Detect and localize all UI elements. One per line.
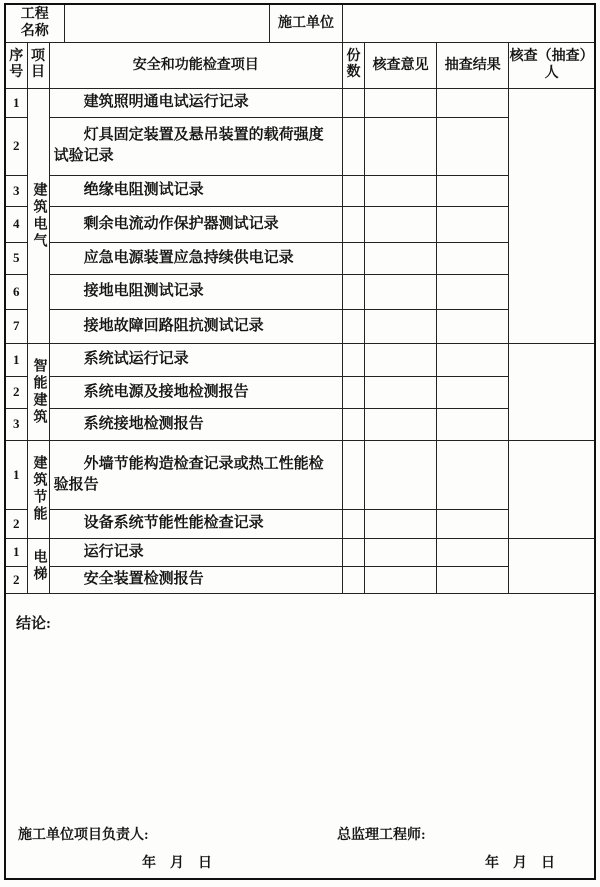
item-name: 系统电源及接地检测报告 <box>49 376 342 408</box>
result-cell <box>437 117 509 175</box>
table-row <box>5 440 595 509</box>
row-number: 1 <box>5 440 27 509</box>
table-row <box>5 408 595 440</box>
checker-cell <box>509 88 595 343</box>
opinion-cell <box>365 117 437 175</box>
opinion-cell <box>365 206 437 242</box>
row-number: 2 <box>5 117 27 175</box>
row-number: 5 <box>5 242 27 274</box>
row-number: 7 <box>5 309 27 343</box>
item-name: 接地电阻测试记录 <box>49 274 342 309</box>
contractor-signature-label: 施工单位项目负责人: <box>18 827 149 843</box>
copies-cell <box>343 566 365 593</box>
item-name: 外墙节能构造检查记录或热工性能检验报告 <box>49 440 342 509</box>
item-name: 安全装置检测报告 <box>49 566 342 593</box>
result-cell <box>437 88 509 117</box>
opinion-cell <box>365 408 437 440</box>
copies-cell <box>343 309 365 343</box>
opinion-cell <box>365 274 437 309</box>
copies-cell <box>343 88 365 117</box>
opinion-cell <box>365 440 437 509</box>
table-row <box>5 88 595 117</box>
contractor-date-label: 年 月 日 <box>142 855 212 871</box>
col-header-review-opinion: 核查意见 <box>365 42 437 88</box>
result-cell <box>437 274 509 309</box>
table-row <box>5 376 595 408</box>
construction-unit-label: 施工单位 <box>269 4 342 42</box>
row-number: 6 <box>5 274 27 309</box>
project-name-value-cell <box>64 4 269 42</box>
row-number: 3 <box>5 408 27 440</box>
table-row <box>5 242 595 274</box>
row-number: 1 <box>5 343 27 376</box>
copies-cell <box>343 408 365 440</box>
copies-cell <box>343 274 365 309</box>
copies-cell <box>343 509 365 538</box>
row-number: 2 <box>5 509 27 538</box>
table-row <box>5 566 595 593</box>
table-row <box>5 343 595 376</box>
opinion-cell <box>365 566 437 593</box>
item-name: 接地故障回路阻抗测试记录 <box>49 309 342 343</box>
item-name: 绝缘电阻测试记录 <box>49 175 342 206</box>
opinion-cell <box>365 376 437 408</box>
col-header-category: 项目 <box>27 42 49 88</box>
table-row <box>5 206 595 242</box>
item-name: 应急电源装置应急持续供电记录 <box>49 242 342 274</box>
column-header-row <box>5 42 595 88</box>
item-name: 系统接地检测报告 <box>49 408 342 440</box>
copies-cell <box>343 206 365 242</box>
copies-cell <box>343 440 365 509</box>
result-cell <box>437 206 509 242</box>
category-cell-elevator: 电梯 <box>27 538 49 593</box>
opinion-cell <box>365 509 437 538</box>
table-row <box>5 274 595 309</box>
category-cell-intelligent-building: 智能建筑 <box>27 343 49 440</box>
copies-cell <box>343 117 365 175</box>
col-header-spot-check-result: 抽查结果 <box>437 42 509 88</box>
col-header-seq: 序号 <box>5 42 27 88</box>
item-name: 灯具固定装置及悬吊装置的载荷强度试验记录 <box>49 117 342 175</box>
conclusion-signature-cell <box>5 593 595 879</box>
checker-cell <box>509 440 595 538</box>
row-number: 3 <box>5 175 27 206</box>
supervisor-date-label: 年 月 日 <box>485 855 555 871</box>
col-header-copies: 份数 <box>343 42 365 88</box>
opinion-cell <box>365 242 437 274</box>
result-cell <box>437 242 509 274</box>
opinion-cell <box>365 538 437 566</box>
row-number: 2 <box>5 566 27 593</box>
form-header-row <box>5 4 595 42</box>
table-row <box>5 538 595 566</box>
copies-cell <box>343 376 365 408</box>
conclusion-signature-area <box>6 594 594 878</box>
col-header-checker: 核查（抽查）人 <box>509 42 595 88</box>
result-cell <box>437 538 509 566</box>
opinion-cell <box>365 175 437 206</box>
table-row <box>5 509 595 538</box>
row-number: 1 <box>5 538 27 566</box>
row-number: 4 <box>5 206 27 242</box>
item-name: 设备系统节能性能检查记录 <box>49 509 342 538</box>
category-cell-building-electrical: 建筑电气 <box>27 88 49 343</box>
row-number: 1 <box>5 88 27 117</box>
result-cell <box>437 376 509 408</box>
copies-cell <box>343 343 365 376</box>
result-cell <box>437 343 509 376</box>
item-name: 剩余电流动作保护器测试记录 <box>49 206 342 242</box>
result-cell <box>437 309 509 343</box>
opinion-cell <box>365 309 437 343</box>
construction-unit-value-cell <box>343 4 595 42</box>
table-row <box>5 175 595 206</box>
copies-cell <box>343 175 365 206</box>
result-cell <box>437 175 509 206</box>
item-name: 系统试运行记录 <box>49 343 342 376</box>
copies-cell <box>343 538 365 566</box>
row-number: 2 <box>5 376 27 408</box>
conclusion-label: 结论: <box>16 615 51 632</box>
result-cell <box>437 509 509 538</box>
item-name: 运行记录 <box>49 538 342 566</box>
col-header-item: 安全和功能检查项目 <box>49 42 342 88</box>
checker-cell <box>509 343 595 440</box>
conclusion-signature-row <box>5 593 595 879</box>
item-name: 建筑照明通电试运行记录 <box>49 88 342 117</box>
opinion-cell <box>365 88 437 117</box>
safety-function-check-form <box>4 3 596 880</box>
copies-cell <box>343 242 365 274</box>
opinion-cell <box>365 343 437 376</box>
checker-cell <box>509 538 595 593</box>
category-cell-energy-saving: 建筑节能 <box>27 440 49 538</box>
table-row <box>5 309 595 343</box>
result-cell <box>437 408 509 440</box>
table-row <box>5 117 595 175</box>
project-name-label: 工程名称 <box>5 4 64 42</box>
result-cell <box>437 440 509 509</box>
supervisor-signature-label: 总监理工程师: <box>337 827 426 843</box>
result-cell <box>437 566 509 593</box>
